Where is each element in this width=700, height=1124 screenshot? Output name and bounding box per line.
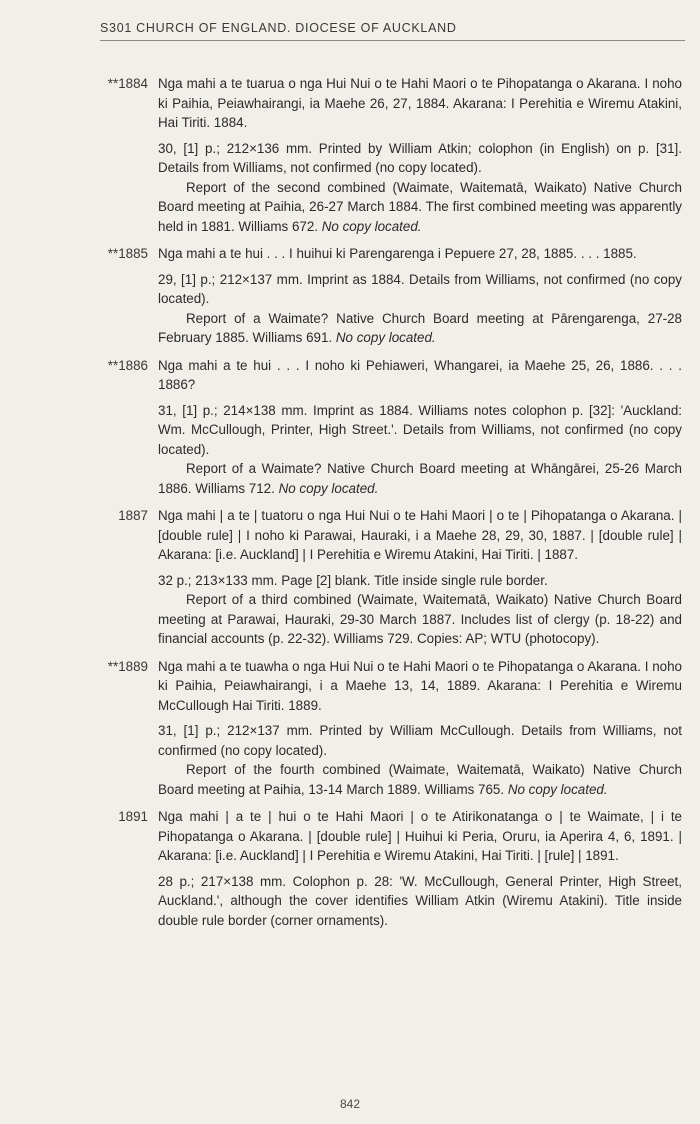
entry-title: Nga mahi a te tuarua o nga Hui Nui o te Hahi Maori o te Pihopatanga o Akarana. I noho ki Paihia, Peiawhairangi, ia Maehe 26, 27, 1884. Akarana: I Perehitia e Wiremu Atakini, Hai Tiriti. 1884. [158,76,682,130]
entry-note [158,309,682,348]
entry-note-italic: No copy located. [335,330,436,345]
entry-title: Nga mahi | a te | tuatoru o nga Hui Nui o te Hahi Maori | o te | Pihopatanga o Akarana. | [double rule] | I noho ki Parawai, Hauraki, i a Maehe 28, 29, 30, 1887. | [double rule] | Akarana: [i.e. Auckland] | I Perehitia e Wiremu Atakini, Hai Tiriti. | 1887. [158,508,682,562]
entry-note-text: Report of a Waimate? Native Church Board meeting at Pārengarenga, 27-28 February 1885. Williams 691. [158,310,682,345]
entry-number: 1887 [118,508,148,523]
entry-number: **1884 [107,76,148,91]
entry-title: Nga mahi | a te | hui o te Hahi Maori | o te Atirikonatanga o | te Waimate, | i te Pihopatanga o Akarana. | [double rule] | Huihui ki Peria, Oruru, ia Aperira 4, 6, 1891. | Akarana: [i.e. Auckland] | I Perehitia e Wiremu Atakini, Hai Tiriti. | [rule] | 1891. [158,809,682,863]
entry-1887 [0,506,700,649]
entry-description: 28 p.; 217×138 mm. Colophon p. 28: 'W. McCullough, General Printer, High Street, Auckland.', although the cover identifies William Atkin (Wiremu Atakini). Title inside double rule border (corner ornaments). [158,873,682,928]
entry-note-italic: No copy located. [278,480,379,496]
entry-1889 [0,657,700,800]
entry-note-text: Report of the second combined (Waimate, Waitematā, Waikato) Native Church Board meeting at Paihia, 26-27 March 1884. The first combined meeting was apparently held in 1881. Williams 672. [158,179,682,234]
entry-note-text: Report of the fourth combined (Waimate, Waitematā, Waikato) Native Church Board meeting at Paihia, 13-14 March 1889. Williams 765. [158,762,682,797]
entry-number: **1886 [107,357,148,373]
entry-1891 [0,807,700,930]
entry-title: Nga mahi a te hui . . . I noho ki Pehiaweri, Whangarei, ia Maehe 25, 26, 1886. . . . 1886? [158,357,682,392]
entry-1884 [0,74,700,236]
entry-number: 1891 [118,809,148,824]
entry-note-italic: No copy located. [321,218,422,234]
running-head: S301 CHURCH OF ENGLAND. DIOCESE OF AUCKLAND [100,21,685,41]
entry-description: 31, [1] p.; 214×138 mm. Imprint as 1884. Williams notes colophon p. [32]: 'Auckland: Wm. McCullough, Printer, High Street.'. Details from Williams, not confirmed (no copy located). [158,402,682,457]
page-number: 842 [339,1097,361,1111]
entry-note [158,178,682,237]
entry-title: Nga mahi a te tuawha o nga Hui Nui o te Hahi Maori o te Pihopatanga o Akarana. I noho ki Paihia, Peiawhairangi, i a Maehe 13, 14, 1889. Akarana: I Perehitia e Wiremu McCullough Hai Tiriti. 1889. [158,658,682,713]
entry-1886 [0,356,700,499]
entry-description: 29, [1] p.; 212×137 mm. Imprint as 1884. Details from Williams, not confirmed (no copy located). [158,271,682,306]
entry-note [158,459,682,498]
entry-number: **1889 [107,658,148,674]
entry-number: **1885 [107,246,148,261]
entry-title: Nga mahi a te hui . . . I huihui ki Parengarenga i Pepuere 27, 28, 1885. . . . 1885. [158,246,637,261]
entry-note-italic: No copy located. [507,781,608,797]
entry-description: 32 p.; 213×133 mm. Page [2] blank. Title inside single rule border. [158,572,548,588]
entry-note-text: Report of a Waimate? Native Church Board meeting at Whāngārei, 25-26 March 1886. Williams 712. [158,461,682,496]
entry-list [0,74,700,938]
entry-note [158,760,682,799]
entry-note [158,590,682,649]
entry-description: 30, [1] p.; 212×136 mm. Printed by William Atkin; colophon (in English) on p. [31]. Details from Williams, not confirmed (no copy located). [158,140,682,175]
entry-1885 [0,244,700,348]
entry-description: 31, [1] p.; 212×137 mm. Printed by William McCullough. Details from Williams, not confirmed (no copy located). [158,723,682,758]
entry-note-text: Report of a third combined (Waimate, Waitematā, Waikato) Native Church Board meeting at Parawai, Hauraki, 29-30 March 1887. Includes list of clergy (p. 18-22) and financial accounts (p. 22-32). Williams 729. Copies: AP; WTU (photocopy). [158,592,682,646]
